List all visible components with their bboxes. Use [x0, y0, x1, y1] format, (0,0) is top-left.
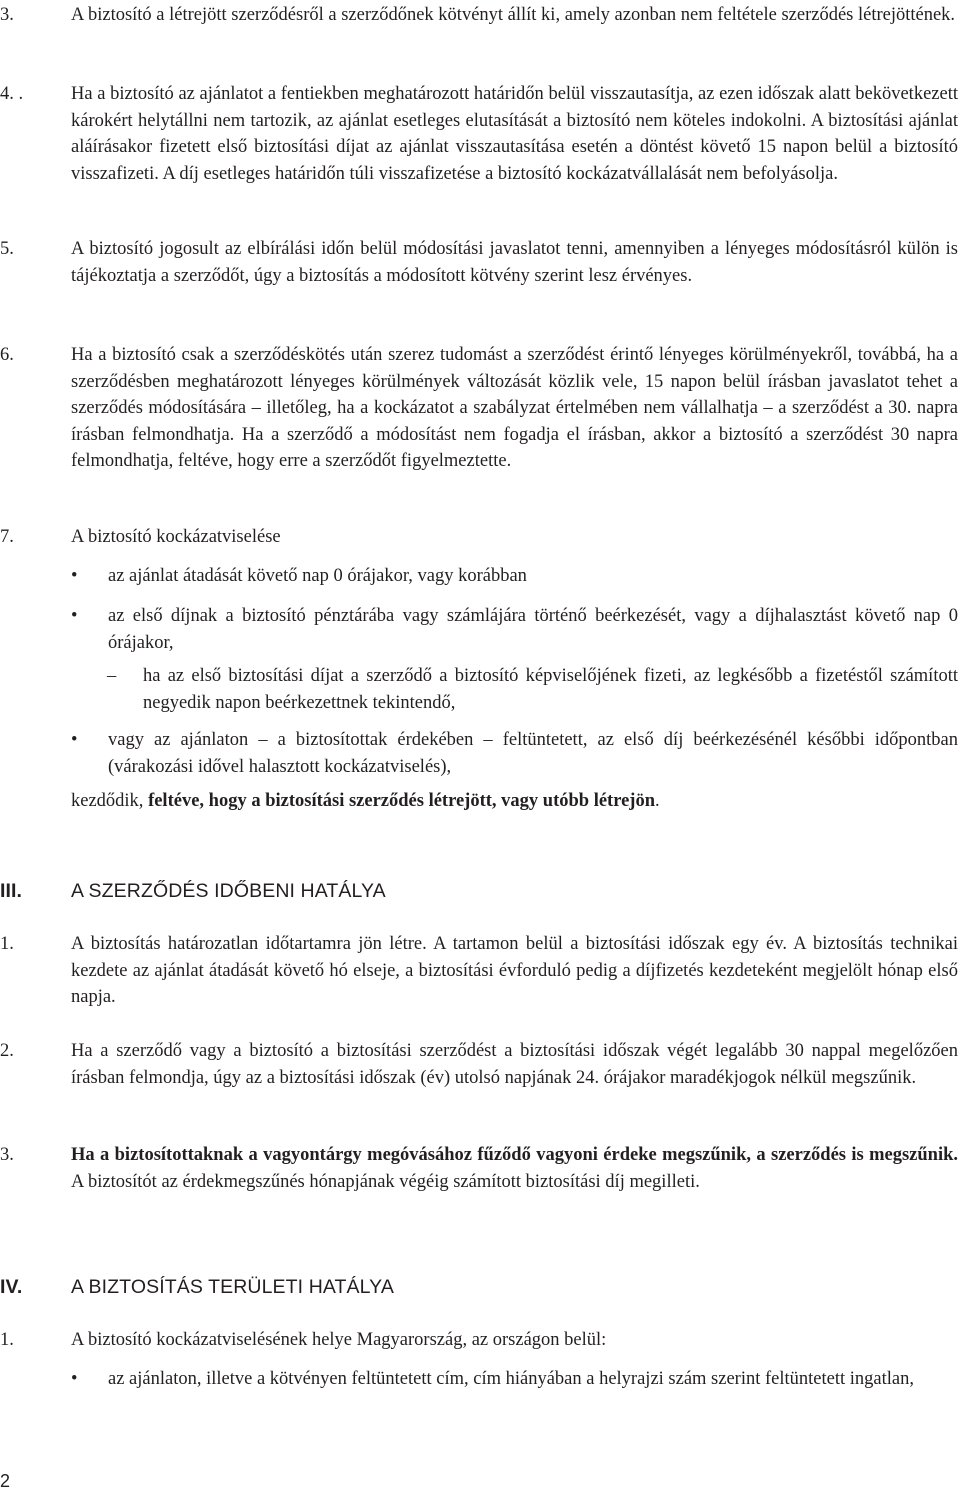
- risk-closing: [71, 788, 958, 815]
- clause-bold-text: Ha a biztosítottaknak a vagyontárgy megóvásához fűződő vagyoni érdeke megszűnik, a szerződés is megszűnik.: [71, 1145, 958, 1165]
- clause-number: 3.: [0, 5, 14, 25]
- bullet-text: az ajánlat átadását követő nap 0 órájakor, vagy korábban: [108, 566, 527, 586]
- section-title: A BIZTOSÍTÁS TERÜLETI HATÁLYA: [71, 1276, 394, 1298]
- clause-number: 5.: [0, 239, 14, 259]
- page-number: 2: [0, 1471, 11, 1491]
- clause-text: A biztosító kockázatviselése: [71, 527, 281, 547]
- section-iv-heading: [0, 1274, 958, 1300]
- clause-text: A biztosítás határozatlan időtartamra jön létre. A tartamon belül a biztosítási időszak egy év. A biztosítás technikai kezdete az ajánlat átadását követő hó elseje, a biztosítási évforduló pedig a díjfizetés kezdeteként megjelölt hónap első napja.: [71, 934, 958, 1007]
- bullet-text: az első díjnak a biztosító pénztárába vagy számlájára történő beérkezését, vagy a díjhalasztást követő nap 0 órájakor,: [108, 606, 958, 653]
- closing-post: .: [655, 791, 660, 811]
- section-title: A SZERZŐDÉS IDŐBENI HATÁLYA: [71, 880, 386, 902]
- section-number: IV.: [0, 1276, 23, 1298]
- clause-text: A biztosító a létrejött szerződésről a szerződőnek kötvényt állít ki, amely azonban nem feltétele szerződés létrejöttének.: [71, 5, 956, 25]
- bullet-mark: •: [71, 566, 78, 586]
- closing-pre: kezdődik,: [71, 791, 149, 811]
- section-iv-clause-1: [0, 1327, 958, 1354]
- clause-number: 7.: [0, 527, 14, 547]
- clause-number: 3.: [0, 1145, 14, 1165]
- clause-number: 2.: [0, 1041, 14, 1061]
- risk-bullet-2: [71, 603, 958, 656]
- clause-7: [0, 524, 958, 551]
- clause-3: [0, 2, 958, 29]
- section-number: III.: [0, 880, 23, 902]
- clause-4: [0, 81, 958, 187]
- clause-text: Ha a szerződő vagy a biztosító a biztosítási szerződést a biztosítási időszak végét legalább 30 nappal megelőzően írásban felmondja, úgy az a biztosítási időszak (év) utolsó napjának 24. órájakor maradékjogok nélkül megszűnik.: [71, 1041, 958, 1088]
- clause-number: 1.: [0, 934, 14, 954]
- bullet-mark: •: [71, 1369, 78, 1389]
- section-iii-clause-1: [0, 931, 958, 1011]
- section-iii-heading: [0, 878, 958, 904]
- risk-dash-item: [107, 663, 958, 716]
- section-iii-clause-3: [0, 1142, 958, 1195]
- clause-number: 1.: [0, 1330, 14, 1350]
- clause-rest-text: A biztosítót az érdekmegszűnés hónapjának végéig számított biztosítási díj megilleti.: [71, 1171, 700, 1192]
- clause-number: 6.: [0, 345, 14, 365]
- bullet-mark: •: [71, 730, 78, 750]
- dash-text: ha az első biztosítási díjat a szerződő a biztosító képviselőjének fizeti, az legkésőbb a fizetéstől számított negyedik napon beérkezettnek tekintendő,: [143, 666, 958, 713]
- closing-bold: feltéve, hogy a biztosítási szerződés létrejött, vagy utóbb létrejön: [148, 791, 655, 811]
- section-iii-clause-2: [0, 1038, 958, 1091]
- location-bullet-1: [71, 1366, 958, 1393]
- clause-text: Ha a biztosító az ajánlatot a fentiekben meghatározott határidőn belül visszautasítja, az ezen időszak alatt bekövetkezett károkért helytállni nem tartozik, az ajánlat esetleges elutasítását a biztosító nem köteles indokolni. A biztosítási ajánlat aláírásakor fizetett első biztosítási díjat az ajánlat visszautasítása esetén a döntést követő 15 napon belül a biztosító visszafizeti. A díj esetleges határidőn túli visszafizetése a biztosító kockázatvállalását nem befolyásolja.: [71, 84, 958, 184]
- bullet-text: vagy az ajánlaton – a biztosítottak érdekében – feltüntetett, az első díj beérkezésénél későbbi időpontban (várakozási idővel halasztott kockázatviselés),: [108, 730, 958, 777]
- bullet-mark: •: [71, 606, 78, 626]
- risk-bullet-1: [71, 563, 958, 590]
- clause-number: 4. .: [0, 84, 24, 104]
- clause-text: A biztosító kockázatviselésének helye Magyarország, az országon belül:: [71, 1330, 607, 1350]
- clause-6: [0, 342, 958, 475]
- clause-text: Ha a biztosító csak a szerződéskötés után szerez tudomást a szerződést érintő lényeges körülményekről, továbbá, ha a szerződésben meghatározott lényeges körülmények változását közlik vele, 15 napon belül írásban javaslatot tehet a szerződés módosítására – illetőleg, ha a kockázatot a szabályzat értelmében nem vállalhatja – a szerződést a 30. napra írásban felmondhatja. Ha a szerződő a módosítást nem fogadja el írásban, akkor a biztosító a szerződést 30 napra felmondhatja, feltéve, hogy erre a szerződőt figyelmeztette.: [71, 345, 958, 471]
- bullet-text: az ajánlaton, illetve a kötvényen feltüntetett cím, cím hiányában a helyrajzi szám szerint feltüntetett ingatlan,: [108, 1369, 914, 1389]
- dash-mark: –: [107, 666, 117, 686]
- clause-text: [71, 1142, 958, 1195]
- risk-bullet-3: [71, 727, 958, 780]
- clause-text: A biztosító jogosult az elbírálási időn belül módosítási javaslatot tenni, amennyiben a lényeges módosításról külön is tájékoztatja a szerződőt, úgy a biztosítás a módosított kötvény szerint lesz érvényes.: [71, 239, 958, 286]
- clause-5: [0, 236, 958, 289]
